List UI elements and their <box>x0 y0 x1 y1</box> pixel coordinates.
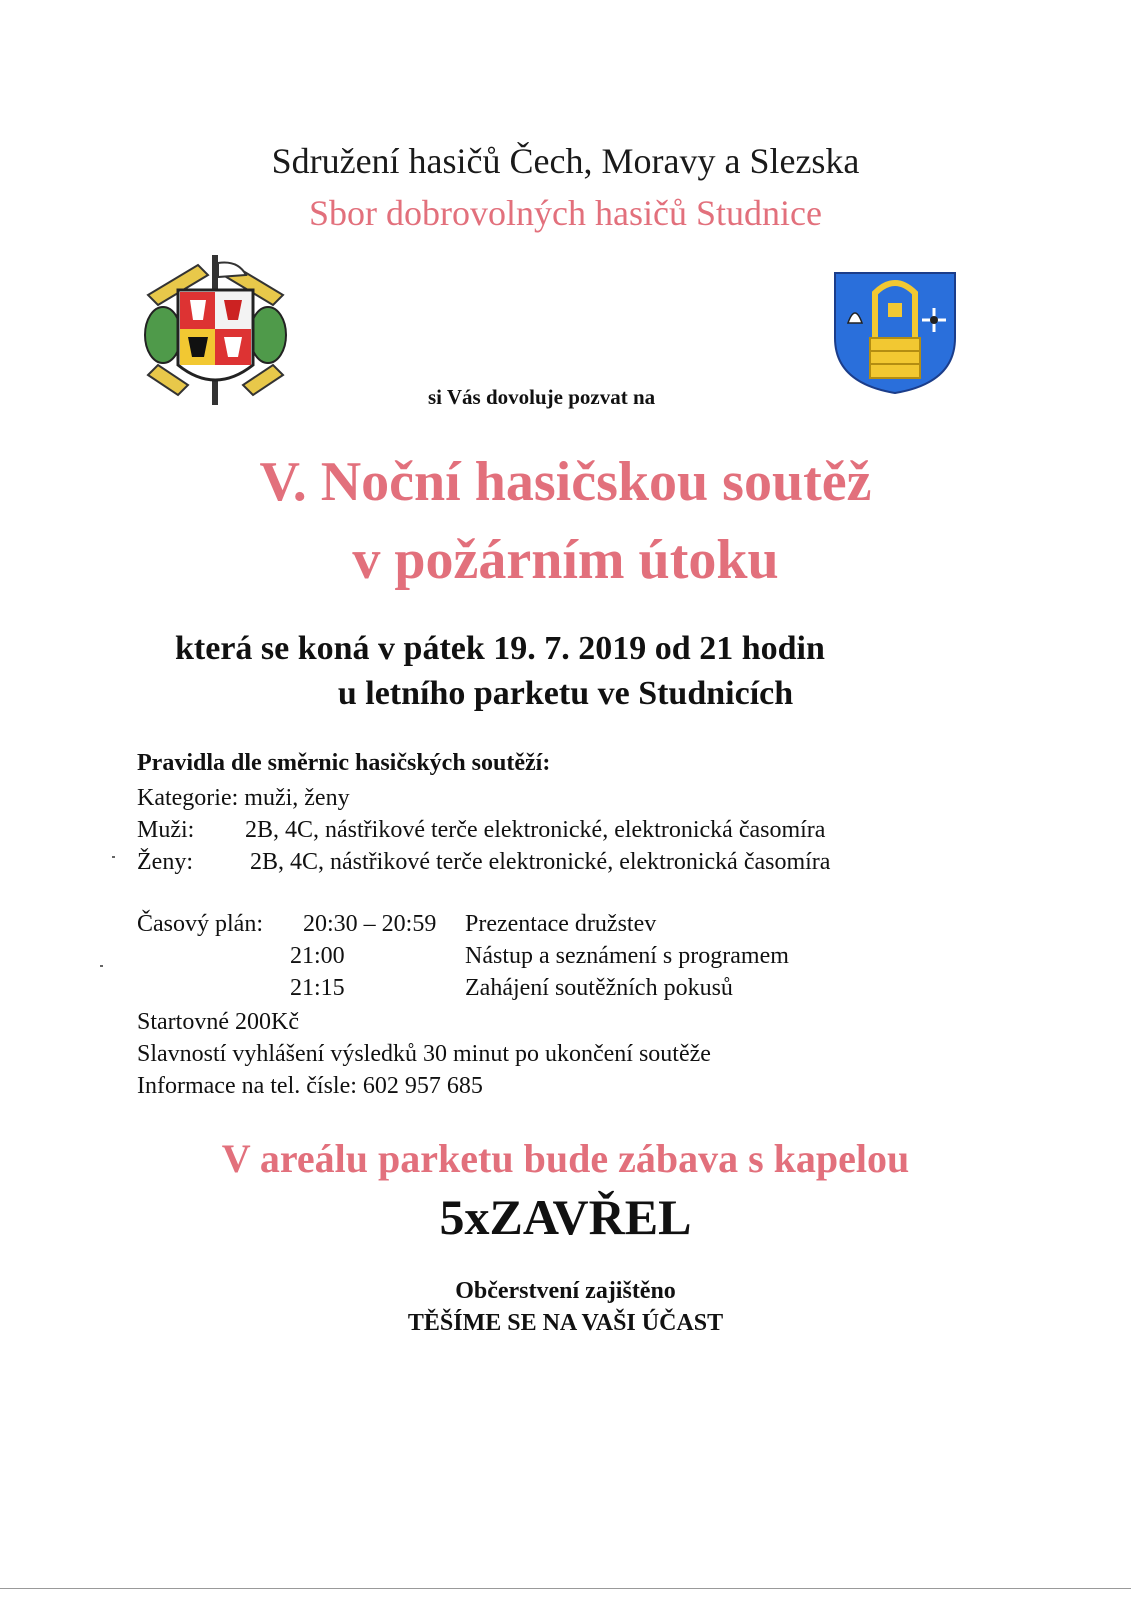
band-name: 5xZAVŘEL <box>439 1189 692 1245</box>
event-title-line-2: v požárním útoku <box>352 529 779 591</box>
scan-edge-line <box>0 1588 1131 1589</box>
schedule-time-3: 21:15 <box>290 975 345 1001</box>
schedule-item-2: Nástup a seznámení s programem <box>465 943 789 969</box>
party-announcement: V areálu parketu bude zábava s kapelou <box>221 1136 910 1181</box>
categories-line: Kategorie: muži, ženy <box>137 785 350 811</box>
entry-fee: Startovné 200Kč <box>137 1009 299 1035</box>
schedule-time-1: 20:30 – 20:59 <box>303 911 437 937</box>
results-announcement: Slavností vyhlášení výsledků 30 minut po ukončení soutěže <box>137 1041 711 1067</box>
scan-speck <box>112 856 115 858</box>
studnice-coat-of-arms-icon <box>830 268 960 398</box>
event-date: která se koná v pátek 19. 7. 2019 od 21 hodin <box>175 630 825 667</box>
schedule-label: Časový plán: <box>137 911 263 937</box>
women-label: Ženy: <box>137 849 193 875</box>
event-title-line-1: V. Noční hasičskou soutěž <box>259 451 872 513</box>
men-label: Muži: <box>137 817 195 843</box>
closing-message: TĚŠÍME SE NA VAŠI ÚČAST <box>407 1310 724 1336</box>
rules-heading: Pravidla dle směrnic hasičských soutěží: <box>137 750 551 776</box>
schedule-item-1: Prezentace družstev <box>465 911 657 937</box>
men-rules: 2B, 4C, nástřikové terče elektronické, elektronická časomíra <box>245 817 826 843</box>
schedule-time-2: 21:00 <box>290 943 345 969</box>
scan-speck <box>100 965 103 967</box>
schedule-item-3: Zahájení soutěžních pokusů <box>465 975 733 1001</box>
firefighter-emblem-icon <box>138 255 293 405</box>
event-location: u letního parketu ve Studnicích <box>337 675 794 712</box>
women-rules: 2B, 4C, nástřikové terče elektronické, elektronická časomíra <box>250 849 831 875</box>
contact-phone: Informace na tel. čísle: 602 957 685 <box>137 1073 483 1099</box>
association-name: Sdružení hasičů Čech, Moravy a Slezska <box>271 141 860 181</box>
fire-brigade-name: Sbor dobrovolných hasičů Studnice <box>309 193 822 233</box>
invitation-text: si Vás dovoluje pozvat na <box>428 385 656 409</box>
refreshments-note: Občerstvení zajištěno <box>455 1278 676 1304</box>
